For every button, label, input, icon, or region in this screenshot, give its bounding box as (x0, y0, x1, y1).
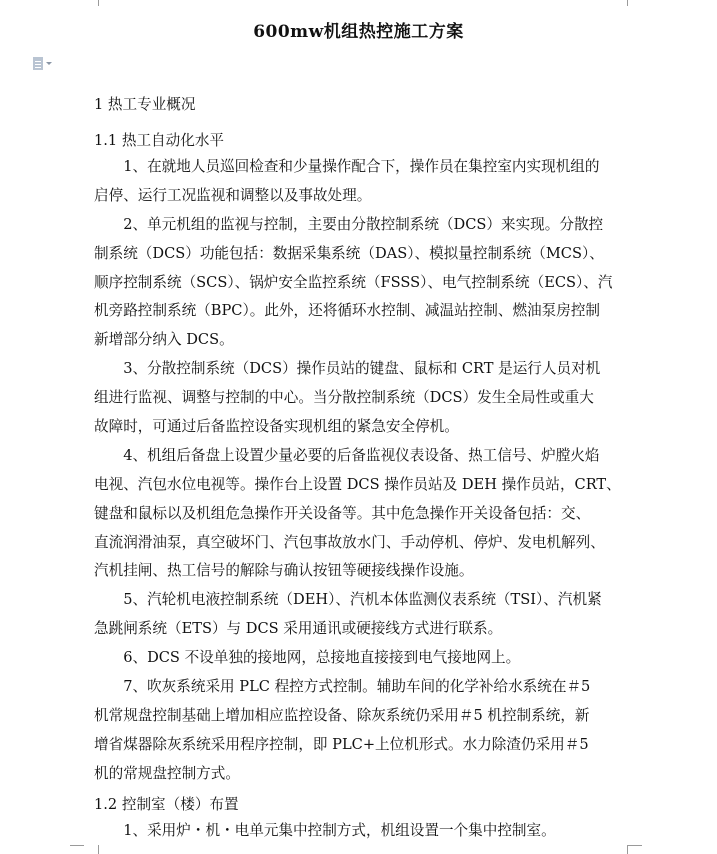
section-heading-1: 1 热工专业概况 (94, 96, 196, 113)
paragraph-1-2 (94, 819, 631, 848)
page-corner-mark-top-left (84, 0, 99, 6)
paragraph-line: 直流润滑油泵，真空破坏门、汽包事故放水门、手动停机、停炉、发电机解列、 (94, 533, 605, 551)
subsection-heading-1-2: 1.2 控制室（楼）布置 (94, 795, 239, 813)
paragraph-line: 5、汽轮机电液控制系统（DEH）、汽机本体监测仪表系统（TSI）、汽机紧 (123, 591, 602, 609)
document-options-icon[interactable] (33, 55, 55, 71)
paragraph (94, 357, 631, 444)
paragraph-line: 汽机挂闸、热工信号的解除与确认按钮等硬接线操作设施。 (94, 562, 474, 580)
paragraph (94, 675, 631, 791)
paragraph-line: 新增部分纳入 DCS。 (94, 331, 234, 349)
paragraph-line: 急跳闸系统（ETS）与 DCS 采用通讯或硬接线方式进行联系。 (94, 620, 503, 638)
paragraph (94, 213, 631, 357)
paragraph (94, 444, 631, 588)
paragraph-line: 1、在就地人员巡回检查和少量操作配合下，操作员在集控室内实现机组的 (123, 158, 600, 175)
paragraph-line: 制系统（DCS）功能包括：数据采集系统（DAS）、模拟量控制系统（MCS）、 (94, 244, 604, 262)
page-corner-mark-bottom-left-h (70, 845, 84, 846)
paragraph (94, 646, 631, 675)
document-title: 600mw机组热控施工方案 (253, 22, 464, 42)
page-corner-mark-top-right (627, 0, 642, 6)
paragraph-line: 故障时，可通过后备监控设备实现机组的紧急安全停机。 (94, 418, 459, 436)
paragraph-line: 4、机组后备盘上设置少量必要的后备监视仪表设备、热工信号、炉膛火焰 (123, 446, 600, 464)
paragraph-line: 1、采用炉・机・电单元集中控制方式，机组设置一个集中控制室。 (123, 821, 556, 839)
document-sheet-icon (33, 57, 43, 70)
paragraph (94, 588, 631, 646)
paragraph-line: 机常规盘控制基础上增加相应监控设备、除灰系统仍采用＃5 机控制系统，新 (94, 706, 590, 724)
paragraph-line: 2、单元机组的监视与控制，主要由分散控制系统（DCS）来实现。分散控 (123, 215, 604, 233)
paragraph-line: 增省煤器除灰系统采用程序控制，即 PLC+上位机形式。水力除渣仍采用＃5 (94, 735, 589, 753)
paragraph-line: 6、DCS 不设单独的接地网，总接地直接接到电气接地网上。 (123, 649, 521, 667)
paragraph (94, 155, 631, 213)
paragraph-line: 键盘和鼠标以及机组危急操作开关设备等。其中危急操作开关设备包括：交、 (94, 504, 591, 522)
paragraph-line: 组进行监视、调整与控制的中心。当分散控制系统（DCS）发生全局性或重大 (94, 389, 594, 407)
dropdown-arrow-icon (46, 62, 52, 65)
paragraph-line: 7、吹灰系统采用 PLC 程控方式控制。辅助车间的化学补给水系统在＃5 (123, 678, 591, 696)
paragraph-list (94, 155, 631, 791)
subsection-heading-1-1: 1.1 热工自动化水平 (94, 132, 225, 149)
paragraph-line: 启停、运行工况监视和调整以及事故处理。 (94, 186, 372, 204)
paragraph-line: 顺序控制系统（SCS）、锅炉安全监控系统（FSSS）、电气控制系统（ECS）、汽 (94, 273, 613, 291)
paragraph-line: 3、分散控制系统（DCS）操作员站的键盘、鼠标和 CRT 是运行人员对机 (123, 360, 601, 378)
paragraph-line: 机的常规盘控制方式。 (94, 764, 240, 782)
paragraph-line: 机旁路控制系统（BPC）。此外，还将循环水控制、减温站控制、燃油泵房控制 (94, 302, 601, 320)
paragraph (94, 819, 631, 848)
paragraph-line: 电视、汽包水位电视等。操作台上设置 DCS 操作员站及 DEH 操作员站，CRT、 (94, 475, 621, 493)
document-body (94, 91, 631, 847)
